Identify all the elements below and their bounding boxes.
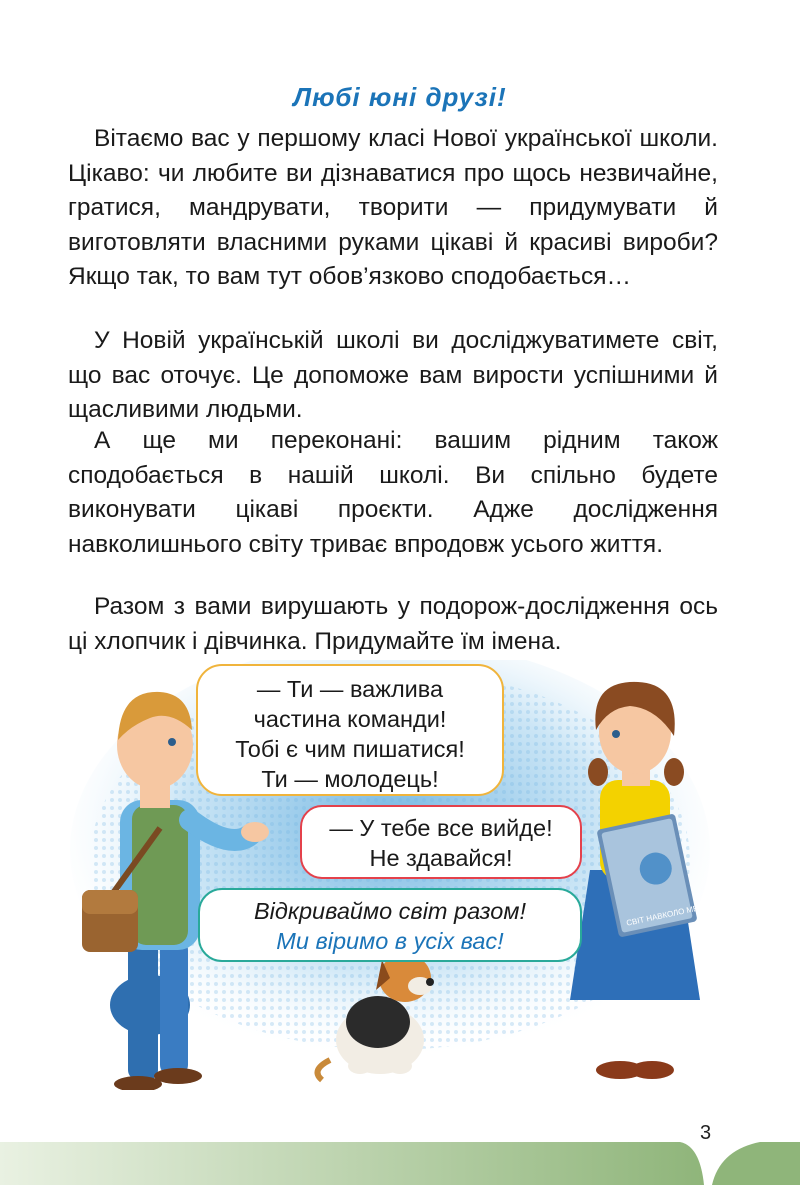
page-title: Любі юні друзі! <box>293 82 507 112</box>
bubble-2-line-1: — У тебе все вийде! <box>329 815 553 841</box>
book-cover-text: СВІТ НАВКОЛО МЕНЕ <box>625 901 710 928</box>
speech-bubble-1 <box>196 664 504 796</box>
paragraph-2: У Новій українській школі ви досліджуватимете світ, що вас оточує. Це допоможе вам вирости успішними й щасливими людьми. <box>68 327 718 423</box>
paragraph-3: А ще ми переконані: вашим рідним також сподобається в нашій школі. Ви спільно будете виконувати цікаві проєкти. Адже дослідження навколишнього світу триває впродовж усього життя. <box>68 427 718 558</box>
bubble-1-line-4: Ти — молодець! <box>261 766 439 792</box>
speech-bubble-2 <box>300 805 582 879</box>
bubble-1-line-1: — Ти — важлива <box>256 676 444 702</box>
footer-band <box>0 1142 800 1185</box>
speech-bubble-3 <box>198 888 582 962</box>
page-number: 3 <box>700 1122 712 1144</box>
bubble-1-line-3: Тобі є чим пишатися! <box>235 736 465 762</box>
paragraph-1: Вітаємо вас у першому класі Нової української школи. Цікаво: чи любите ви дізнаватися про щось незвичайне, гратися, мандрувати, творити — придумувати й виготовляти власними руками цікаві й красиві вироби? Якщо так, то вам тут обов’язково сподобається… <box>68 125 718 290</box>
bubble-3-line-1: Відкриваймо світ разом! <box>253 898 527 924</box>
bubble-1-line-2: частина команди! <box>253 706 447 732</box>
bubble-2-line-2: Не здавайся! <box>369 845 513 871</box>
bubble-3-line-2: Ми віримо в усіх вас! <box>276 928 504 954</box>
paragraph-4: Разом з вами вирушають у подорож-дослідження ось ці хлопчик і дівчинка. Придумайте їм імена. <box>68 593 718 655</box>
